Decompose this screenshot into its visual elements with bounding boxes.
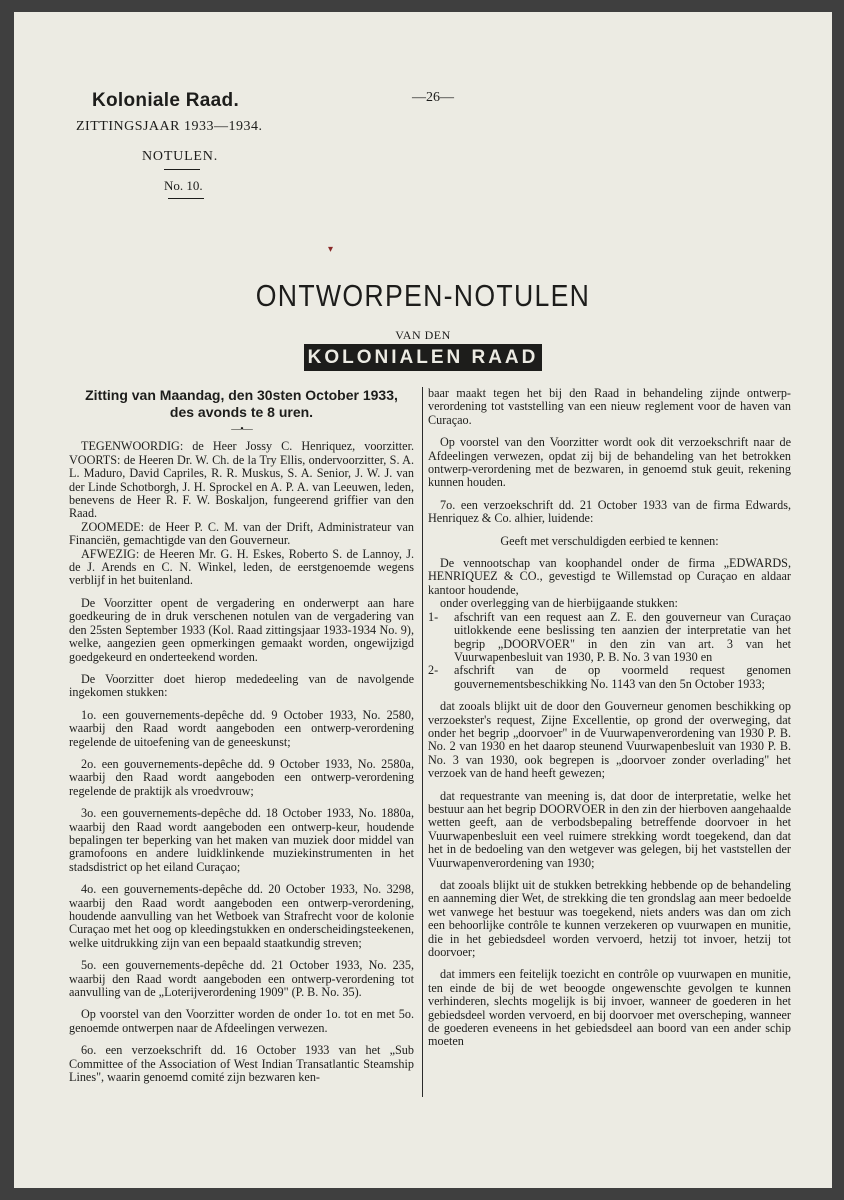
session-heading [69, 387, 414, 421]
right-column [428, 387, 791, 1058]
main-title: ONTWORPEN-NOTULEN [255, 278, 591, 313]
divider-rule [168, 198, 204, 199]
council-name: KOLONIALEN RAAD [304, 344, 543, 371]
paragraph: 6o. een verzoekschrift dd. 16 October 1933 van het „Sub Committee of the Association of West Indian Transatlantic Steamship Lines", waarin genoemd comité zijn bezwaren ken- [69, 1043, 414, 1085]
list-item-number: 2- [428, 663, 439, 678]
paragraph: 4o. een gouvernements-depêche dd. 20 October 1933, No. 3298, waarbij den Raad wordt aangeboden een ontwerp-verordening, houdende aanvulling van het Wetboek van Strafrecht voor de kolonie Curaçao met het oog op kleedingstukken en onderscheidingsteekenen, welke uitdrukking zijn van een bepaald staatkundig streven; [69, 882, 414, 950]
list-item-text: afschrift van een request aan Z. E. den gouverneur van Curaçao uitlokkende eene beslissing ten aanzien der interpretatie van het begrip „DOORVOER" in den zin van art. 3 van het Vuurwapenbesluit van 1930, P. B. No. 3 van 1930 en [454, 609, 791, 664]
ornament: —•— [231, 424, 252, 435]
page-number: —26— [412, 90, 454, 105]
left-column [69, 387, 414, 1093]
paragraph: 7o. een verzoekschrift dd. 21 October 1933 van de firma Edwards, Henriquez & Co. alhier, luidende: [428, 497, 791, 526]
session-heading-line2: des avonds te 8 uren. [169, 404, 314, 420]
list-item [428, 611, 791, 665]
divider-rule [164, 169, 200, 170]
ink-dot: ▾ [328, 244, 334, 255]
paragraph: dat zooals blijkt uit de stukken betrekking hebbende op de behandeling en aanneming dier Wet, de strekking die ten grondslag aan meer bedoelde wet vanwege het bestuur was toegekend, niets anders was dan om zich een behoorlijke contrôle te kunnen verzekeren op vuurwapen en munitie, die in het gebiedsdeel worden vervoerd, hetzij tot invoer, hetzij tot doorvoer; [428, 878, 791, 960]
paragraph: dat zooals blijkt uit de door den Gouverneur genomen beschikking op verzoekster's request, Zijne Excellentie, op grond der overweging, dat onder het begrip „doorvoer" in de Vuurwapenverordening van 1930 P. B. No. 2 van 1930 en het daarop steunend Vuurwapenbesluit van 1930 P. B. No. 3 van 1930, ook begrepen is „doorvoer zonder overlading" het verzoek van de hand heeft gewezen; [428, 699, 791, 781]
issue-number: No. 10. [164, 178, 203, 193]
paragraph: Op voorstel van den Voorzitter wordt ook dit verzoekschrift naar de Afdeelingen verwezen, opdat zij bij de behandeling van het betrokken ontwerp-verordening met de bezwaren, in genoemd stuk geuit, rekening kunnen houden. [428, 435, 791, 490]
session-year: ZITTINGSJAAR 1933—1934. [76, 119, 263, 134]
list-item [428, 664, 791, 691]
paragraph: dat requestrante van meening is, dat door de interpretatie, welke het bestuur aan het begrip DOORVOER in den zin der hierboven aangehaalde wetten geeft, aan de verbodsbepaling betreffende doorvoer in het Vuurwapenbesluit een veel ruimere strekking wordt toegekend, dan dat het in de bedoeling van den wetgever was gelegen, bij het vaststellen der Vuurwapenverordening van 1930; [428, 788, 791, 870]
column-divider [422, 387, 423, 1097]
list-item-text: afschrift van de op voormeld request genomen gouvernementsbeschikking No. 1143 van den 5n October 1933; [454, 663, 791, 691]
van-den-label: VAN DEN [395, 328, 451, 342]
paragraph: Op voorstel van den Voorzitter worden de onder 1o. tot en met 5o. genoemde ontwerpen naar de Afdeelingen verwezen. [69, 1007, 414, 1035]
paragraph: onder overlegging van de hierbijgaande stukken: [440, 596, 678, 611]
paragraph: dat immers een feitelijk toezicht en contrôle op vuurwapen en munitie, ten einde de bij de wet beoogde ongewenschte gevolgen te kunnen verhinderen, slechts mogelijk is bij invoer, wanneer de goederen in het gebiedsdeel worden vervoerd, en bij doorvoer met overscheping, wanneer de goederen eveneens in het gebiedsdeel aan boord van een ander schip moeten [428, 967, 791, 1049]
paragraph: TEGENWOORDIG: de Heer Jossy C. Henriquez, voorzitter. VOORTS: de Heeren Dr. W. Ch. de la Try Ellis, ondervoorzitter, S. A. L. Maduro, David Capriles, R. R. Muskus, S. A. Senior, J. W. J. van der Linde Schotborgh, J. H. Sprockel en A. P. A. van Leeuwen, leden, benevens de Heer R. F. W. Boskaljon, fungeerend griffier van den Raad. [69, 439, 414, 521]
paragraph: 2o. een gouvernements-depêche dd. 9 October 1933, No. 2580a, waarbij den Raad wordt aangeboden een ontwerp-verordening regelende de praktijk als vroedvrouw; [69, 756, 414, 798]
paragraph: Geeft met verschuldigden eerbied te kennen: [500, 533, 719, 548]
council-title: Koloniale Raad. [92, 90, 240, 111]
paragraph: De vennootschap van koophandel onder de firma „EDWARDS, HENRIQUEZ & CO., gevestigd te Willemstad op Curaçao en aldaar kantoor houdende, [428, 556, 791, 597]
session-heading-line1: Zitting van Maandag, den 30sten October 1933, [85, 387, 398, 403]
list-item-number: 1- [428, 609, 439, 624]
notulen-label: NOTULEN. [142, 149, 218, 164]
council-name-banner [14, 344, 832, 371]
paragraph: De Voorzitter doet hierop mededeeling van de navolgende ingekomen stukken: [69, 671, 414, 700]
paragraph: ZOOMEDE: de Heer P. C. M. van der Drift, Administrateur van Financiën, gemachtigde van den Gouverneur. [69, 519, 414, 548]
paragraph: 3o. een gouvernements-depêche dd. 18 October 1933, No. 1880a, waarbij den Raad wordt aangeboden een ontwerp-keur, houdende bepalingen ter beperking van het maken van muziek door middel van gramofoons en andere luidklinkende muziekinstrumenten in het stadsdistrict op het eiland Curaçao; [69, 806, 414, 874]
document-page [14, 12, 832, 1188]
paragraph: De Voorzitter opent de vergadering en onderwerpt aan hare goedkeuring de in druk verschenen notulen van de vergadering van den 25sten September 1933 (Kol. Raad zittingsjaar 1933-1934 No. 9), welke, aangezien geen opmerkingen gemaakt worden, ongewijzigd goedgekeurd en onderteekend worden. [69, 595, 414, 664]
paragraph: 1o. een gouvernements-depêche dd. 9 October 1933, No. 2580, waarbij den Raad wordt aangeboden een ontwerp-verordening regelende de uitoefening van de geneeskunst; [69, 707, 414, 749]
paragraph: baar maakt tegen het bij den Raad in behandeling zijnde ontwerp-verordening tot vaststelling van een nieuw reglement voor de haven van Curaçao. [428, 386, 791, 427]
paragraph: 5o. een gouvernements-depêche dd. 21 October 1933, No. 235, waarbij den Raad wordt aangeboden een ontwerp-verordening tot aanvulling van de „Loterijverordening 1909" (P. B. No. 35). [69, 958, 414, 1000]
paragraph: AFWEZIG: de Heeren Mr. G. H. Eskes, Roberto S. de Lannoy, J. de J. Arends en C. N. Winkel, leden, de eerstgenoemde wegens verblijf in het buitenland. [69, 546, 414, 588]
